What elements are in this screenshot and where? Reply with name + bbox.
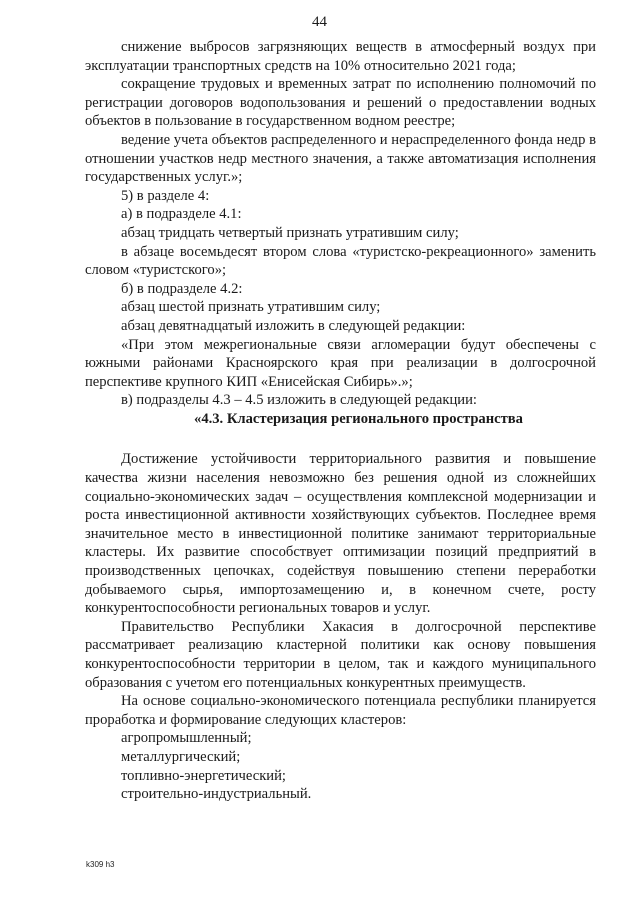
- item-section-4: 5) в разделе 4:: [121, 187, 210, 204]
- item-subsection-4-1: а) в подразделе 4.1:: [121, 206, 242, 223]
- item-paragraph-82: в абзаце восемьдесят втором слова «туристско-рекреационного» заменить словом «туристского»;: [85, 243, 596, 279]
- page-number: 44: [312, 14, 327, 30]
- paragraph-labor-costs: сокращение трудовых и временных затрат по исполнению полномочий по регистрации договоров водопользования и решений о предоставлении водных объектов в пользование в государственном водном реестре;: [85, 76, 596, 130]
- item-subsection-4-2: б) в подразделе 4.2:: [121, 280, 243, 297]
- item-paragraph-34: абзац тридцать четвертый признать утратившим силу;: [121, 224, 459, 241]
- list-item-metallurgy: металлургический;: [121, 748, 241, 765]
- item-paragraph-6: абзац шестой признать утратившим силу;: [121, 299, 381, 316]
- spacer: [85, 428, 596, 450]
- paragraph-government-policy: Правительство Республики Хакасия в долгосрочной перспективе рассматривает реализацию кластерной политики как основу повышения конкурентоспособности территории в целом, так и каждого муниципального образования с учетом его потенциальных конкурентных преимуществ.: [85, 618, 596, 691]
- item-subsections-4-3-4-5: в) подразделы 4.3 – 4.5 изложить в следующей редакции:: [121, 392, 477, 409]
- item-paragraph-19: абзац девятнадцатый изложить в следующей редакции:: [121, 317, 466, 334]
- document-body: [85, 38, 596, 804]
- paragraph-emissions: снижение выбросов загрязняющих веществ в атмосферный воздух при эксплуатации транспортных средств на 10% относительно 2021 года;: [85, 39, 596, 74]
- paragraph-subsoil-accounting: ведение учета объектов распределенного и нераспределенного фонда недр в отношении участков недр местного значения, а также автоматизация исполнения государственных услуг.»;: [85, 131, 596, 186]
- document-code: k309 h3: [86, 860, 115, 869]
- paragraph-agglomeration: «При этом межрегиональные связи агломерации будут обеспечены с южными районами Красноярского края при реализации в долгосрочной перспективе крупного КИП «Енисейская Сибирь».»;: [85, 336, 596, 390]
- paragraph-sustainability: Достижение устойчивости территориального развития и повышение качества жизни населения невозможно без решения одной из сложнейших социально-экономических задач – осуществления комплексной модернизации и роста инвестиционной активности хозяйствующих субъектов. Последнее время значительное место в инвестиционной политике занимают территориальные кластеры. Их развитие способствует оптимизации позиций предприятий в производственных цепочках, содействуя повышению степени переработки добываемого сырья, импортозамещению и, в конечном счете, росту конкурентоспособности региональных товаров и услуг.: [85, 451, 596, 617]
- list-item-agro: агропромышленный;: [121, 730, 252, 747]
- list-item-construction: строительно-индустриальный.: [121, 786, 312, 803]
- list-item-energy: топливно-энергетический;: [121, 767, 286, 784]
- paragraph-cluster-planning: На основе социально-экономического потенциала республики планируется проработка и формирование следующих кластеров:: [85, 693, 596, 728]
- section-heading: «4.3. Кластеризация регионального пространства: [194, 410, 523, 427]
